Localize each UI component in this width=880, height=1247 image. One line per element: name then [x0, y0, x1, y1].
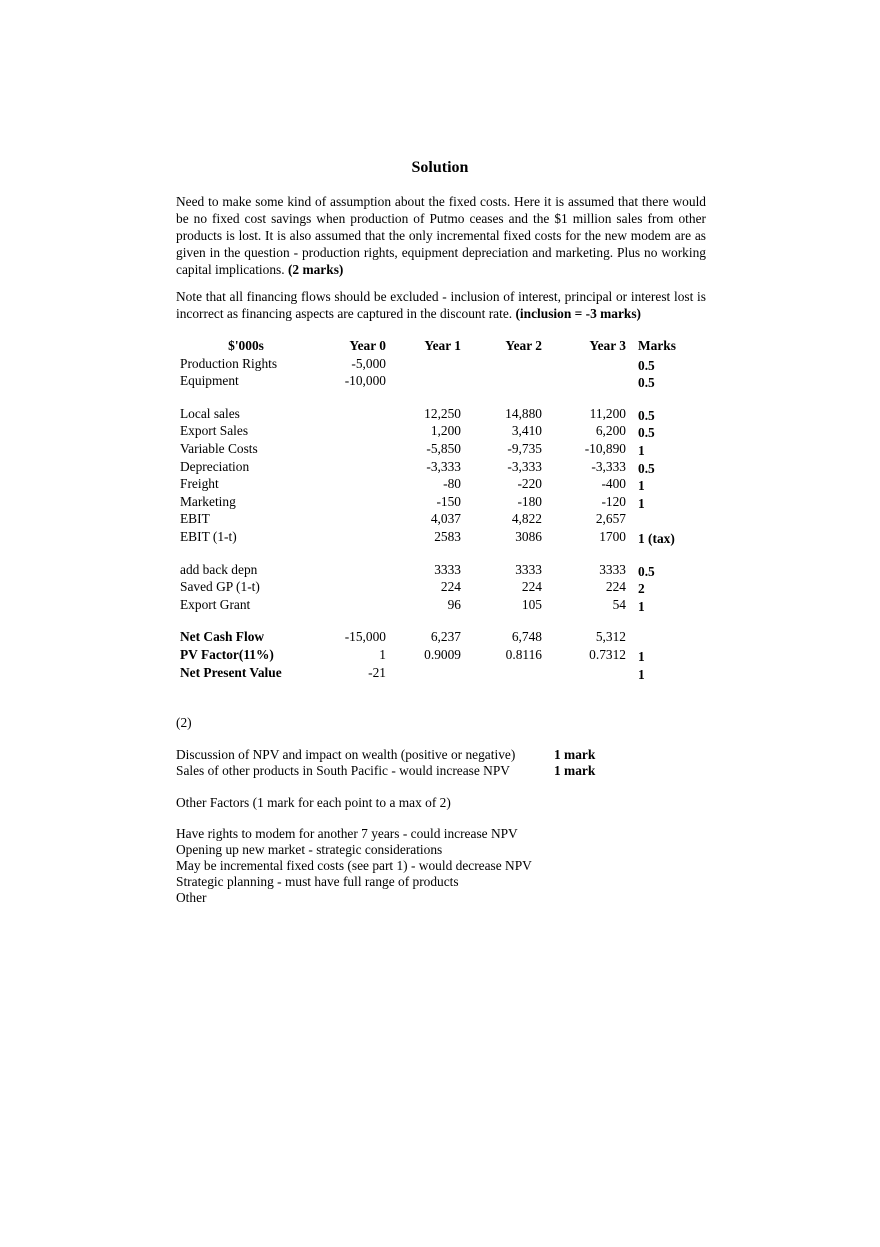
header-year-0: Year 0	[349, 338, 386, 353]
header-year-1: Year 1	[424, 338, 461, 353]
row-label: Production Rights	[180, 355, 278, 371]
row-year-2: 3,410	[511, 423, 542, 439]
row-year-3: -120	[601, 493, 626, 509]
row-year-3: 0.7312	[589, 646, 626, 662]
row-label: EBIT (1-t)	[180, 528, 237, 544]
financing-paragraph	[176, 288, 706, 322]
row-marks: 2	[638, 581, 645, 597]
row-year-0: -5,000	[351, 355, 386, 371]
row-year-1: 2583	[434, 528, 461, 544]
row-marks: 1	[638, 648, 645, 664]
row-year-1: -80	[443, 476, 461, 492]
row-label: Saved GP (1-t)	[180, 579, 260, 595]
row-year-0: -15,000	[344, 629, 386, 645]
row-marks: 1	[638, 666, 645, 682]
row-year-2: 0.8116	[505, 646, 542, 662]
row-spacer	[176, 546, 696, 561]
header-marks: Marks	[638, 338, 676, 353]
row-label: Net Present Value	[180, 664, 282, 680]
row-year-0: -21	[368, 664, 386, 680]
factors-list	[176, 826, 532, 906]
row-year-1: 3333	[434, 561, 461, 577]
row-marks: 1	[638, 478, 645, 494]
row-label: add back depn	[180, 561, 258, 577]
assumptions-text: Need to make some kind of assumption about the fixed costs. Here it is assumed that there would be no fixed cost savings when production of Putmo ceases and the $1 million sales from other products is lost. It is also assumed that the only incremental fixed costs for the new modem are as given in the question - production rights, equipment depreciation and marketing. Plus no working capital implications.	[176, 194, 706, 277]
header-year-3: Year 3	[589, 338, 626, 353]
discussion-item	[176, 747, 596, 763]
row-year-3: 3333	[599, 561, 626, 577]
discussion-list	[176, 747, 596, 779]
header-year-2: Year 2	[505, 338, 542, 353]
table-row	[176, 458, 696, 476]
row-year-2: 3333	[515, 561, 542, 577]
table-row	[176, 355, 696, 373]
row-year-0: 1	[379, 646, 386, 662]
discussion-mark: 1 mark	[554, 763, 596, 778]
row-year-3: 5,312	[595, 629, 626, 645]
row-marks: 0.5	[638, 407, 655, 423]
list-item: Strategic planning - must have full range of products	[176, 874, 459, 889]
row-marks: 0.5	[638, 563, 655, 579]
table-row	[176, 578, 696, 596]
row-spacer	[176, 390, 696, 405]
row-year-1: 12,250	[424, 405, 461, 421]
row-year-3: 2,657	[595, 511, 626, 527]
page-title: Solution	[411, 159, 469, 176]
row-year-1: -5,850	[426, 440, 461, 456]
discussion-item	[176, 763, 596, 779]
row-label: PV Factor(11%)	[180, 646, 274, 662]
row-year-3: 54	[612, 596, 626, 612]
row-marks: 1	[638, 598, 645, 614]
table-row	[176, 440, 696, 458]
row-year-2: 4,822	[511, 511, 542, 527]
row-year-3: -10,890	[584, 440, 626, 456]
row-year-2: -180	[517, 493, 542, 509]
financing-text: Note that all financing flows should be excluded - inclusion of interest, principal or interest lost is incorrect as financing aspects are captured in the discount rate.	[176, 289, 706, 321]
row-label: Freight	[180, 476, 219, 492]
row-marks: 0.5	[638, 425, 655, 441]
row-year-2: 224	[521, 579, 542, 595]
financing-marks: (inclusion = -3 marks)	[515, 306, 642, 321]
table-row	[176, 628, 696, 646]
cash-flow-table	[176, 337, 696, 681]
table-row	[176, 528, 696, 546]
discussion-text: Sales of other products in South Pacific - would increase NPV	[176, 763, 510, 778]
list-item: Opening up new market - strategic considerations	[176, 842, 443, 857]
row-label: Marketing	[180, 493, 236, 509]
part-2-number: (2)	[176, 715, 192, 730]
other-factors-heading: Other Factors (1 mark for each point to a max of 2)	[176, 795, 451, 810]
row-label: Net Cash Flow	[180, 629, 265, 645]
row-year-2: -9,735	[507, 440, 542, 456]
row-year-2: 14,880	[505, 405, 542, 421]
row-year-2: -3,333	[507, 458, 542, 474]
row-label: Variable Costs	[180, 440, 258, 456]
row-year-3: 1700	[599, 528, 626, 544]
row-year-1: 224	[440, 579, 461, 595]
row-year-3: -3,333	[591, 458, 626, 474]
list-item: Other	[176, 890, 207, 905]
row-label: EBIT	[180, 511, 210, 527]
row-year-3: 6,200	[595, 423, 626, 439]
discussion-text: Discussion of NPV and impact on wealth (positive or negative)	[176, 747, 516, 762]
row-year-3: 224	[605, 579, 626, 595]
row-marks: 0.5	[638, 375, 655, 391]
row-year-2: 3086	[515, 528, 542, 544]
table-row	[176, 646, 696, 664]
row-marks: 1	[638, 442, 645, 458]
row-year-1: 96	[447, 596, 461, 612]
row-year-2: 6,748	[511, 629, 542, 645]
assumptions-marks: (2 marks)	[287, 262, 344, 277]
row-spacer	[176, 613, 696, 628]
row-label: Equipment	[180, 373, 239, 389]
row-year-1: -3,333	[426, 458, 461, 474]
table-row	[176, 664, 696, 682]
list-item: Have rights to modem for another 7 years - could increase NPV	[176, 826, 518, 841]
row-label: Export Sales	[180, 423, 249, 439]
row-year-1: -150	[436, 493, 461, 509]
table-header	[176, 337, 696, 355]
row-year-1: 4,037	[430, 511, 461, 527]
table-row	[176, 422, 696, 440]
list-item: May be incremental fixed costs (see part 1) - would decrease NPV	[176, 858, 532, 873]
row-year-2: -220	[517, 476, 542, 492]
row-year-3: -400	[601, 476, 626, 492]
header-units: $'000s	[228, 338, 264, 353]
table-row	[176, 372, 696, 390]
table-row	[176, 561, 696, 579]
table-row	[176, 510, 696, 528]
row-label: Depreciation	[180, 458, 250, 474]
row-year-3: 11,200	[589, 405, 626, 421]
row-label: Local sales	[180, 405, 240, 421]
row-marks: 0.5	[638, 460, 655, 476]
row-year-1: 6,237	[430, 629, 461, 645]
row-year-1: 1,200	[430, 423, 461, 439]
table-row	[176, 596, 696, 614]
row-label: Export Grant	[180, 596, 251, 612]
row-year-2: 105	[521, 596, 542, 612]
table-row	[176, 475, 696, 493]
table-row	[176, 405, 696, 423]
row-marks: 1	[638, 495, 645, 511]
discussion-mark: 1 mark	[554, 747, 596, 762]
row-marks: 0.5	[638, 357, 655, 373]
row-marks: 1 (tax)	[638, 530, 675, 546]
row-year-0: -10,000	[344, 373, 386, 389]
table-row	[176, 493, 696, 511]
row-year-1: 0.9009	[424, 646, 461, 662]
assumptions-paragraph	[176, 193, 706, 278]
